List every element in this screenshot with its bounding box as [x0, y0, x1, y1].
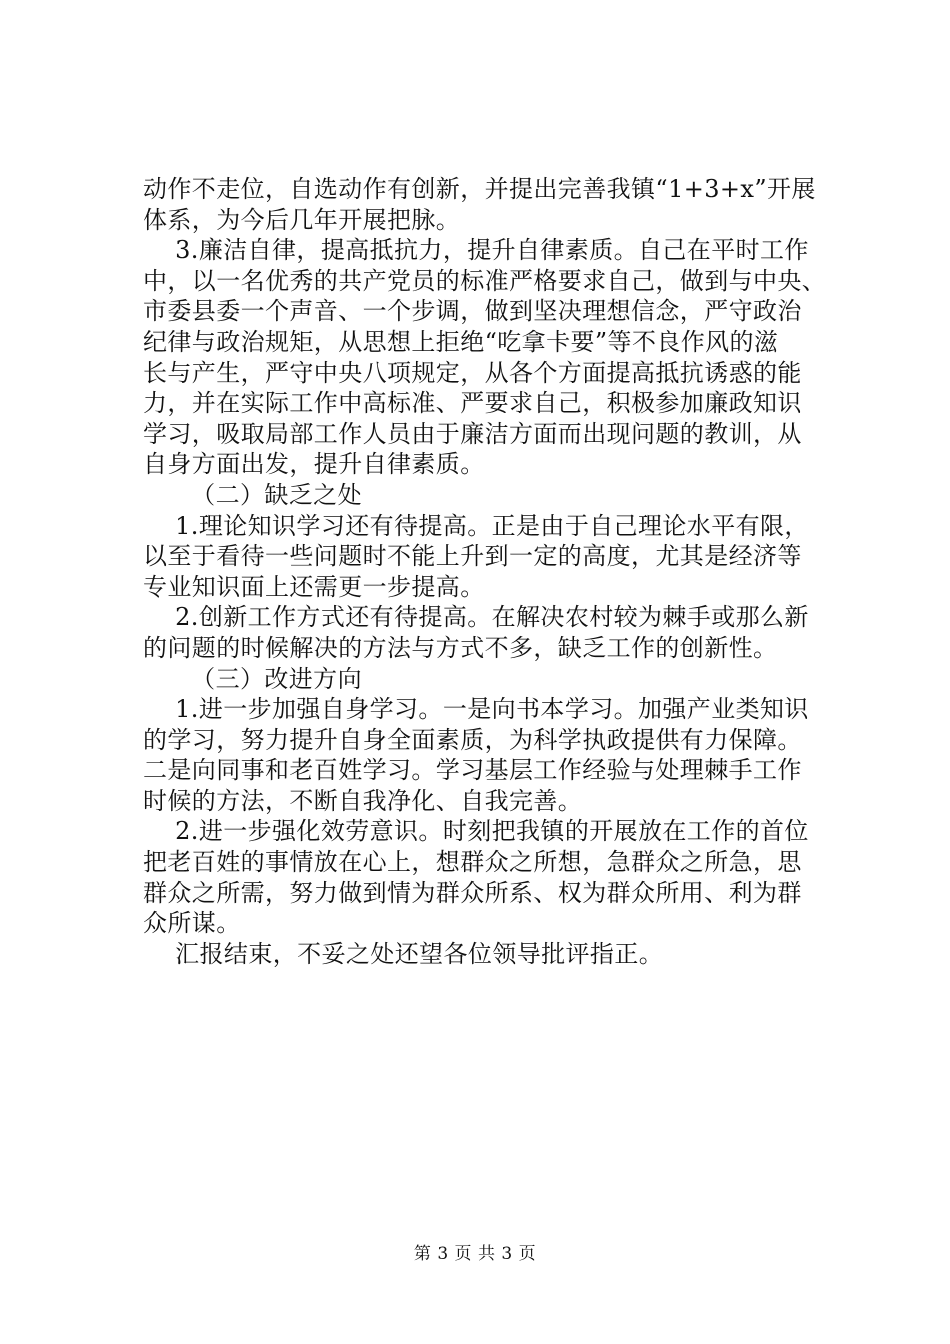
section-heading: （三）改进方向	[143, 664, 362, 693]
text-line: 2.进一步强化效劳意识。时刻把我镇的开展放在工作的首位	[143, 817, 809, 846]
closing-line: 汇报结束，不妥之处还望各位领导批评指正。	[143, 939, 664, 968]
text-line: 时候的方法，不断自我净化、自我完善。	[143, 786, 583, 815]
text-line: 动作不走位，自选动作有创新，并提出完善我镇“1+3+x”开展	[143, 175, 816, 203]
text-line: 市委县委一个声音、一个步调，做到坚决理想信念，严守政治	[143, 297, 802, 326]
document-body	[143, 174, 843, 969]
text-line: 二是向同事和老百姓学习。学习基层工作经验与处理棘手工作	[143, 756, 802, 785]
text-line: 1.理论知识学习还有待提高。正是由于自己理论水平有限，	[143, 511, 809, 540]
text-line: 1.进一步加强自身学习。一是向书本学习。加强产业类知识	[143, 695, 809, 724]
section-heading: （二）缺乏之处	[143, 480, 362, 509]
text-line: 长与产生，严守中央八项规定，从各个方面提高抵抗诱惑的能	[143, 358, 802, 387]
page-number-footer: 第 3 页 共 3 页	[413, 1244, 537, 1264]
text-line: 专业知识面上还需更一步提高。	[143, 572, 485, 601]
text-line: 学习，吸取局部工作人员由于廉洁方面而出现问题的教训，从	[143, 419, 802, 448]
text-line: 力，并在实际工作中高标准、严要求自己，积极参加廉政知识	[143, 389, 802, 418]
text-line: 体系，为今后几年开展把脉。	[143, 205, 461, 234]
text-line: 纪律与政治规矩，从思想上拒绝“吃拿卡要”等不良作风的滋	[143, 327, 779, 356]
text-line: 以至于看待一些问题时不能上升到一定的高度，尤其是经济等	[143, 542, 802, 571]
text-line: 众所谋。	[143, 909, 241, 938]
text-line: 的问题的时候解决的方法与方式不多，缺乏工作的创新性。	[143, 633, 778, 662]
text-line: 2.创新工作方式还有待提高。在解决农村较为棘手或那么新	[143, 603, 809, 632]
text-line: 群众之所需，努力做到情为群众所系、权为群众所用、利为群	[143, 878, 802, 907]
text-line: 把老百姓的事情放在心上，想群众之所想，急群众之所急，思	[143, 848, 802, 877]
text-line: 3.廉洁自律，提高抵抗力，提升自律素质。自己在平时工作	[143, 236, 809, 265]
text-line: 自身方面出发，提升自律素质。	[143, 450, 485, 479]
text-line: 的学习，努力提升自身全面素质，为科学执政提供有力保障。	[143, 725, 802, 754]
text-line: 中，以一名优秀的共产党员的标准严格要求自己，做到与中央、	[143, 266, 827, 295]
